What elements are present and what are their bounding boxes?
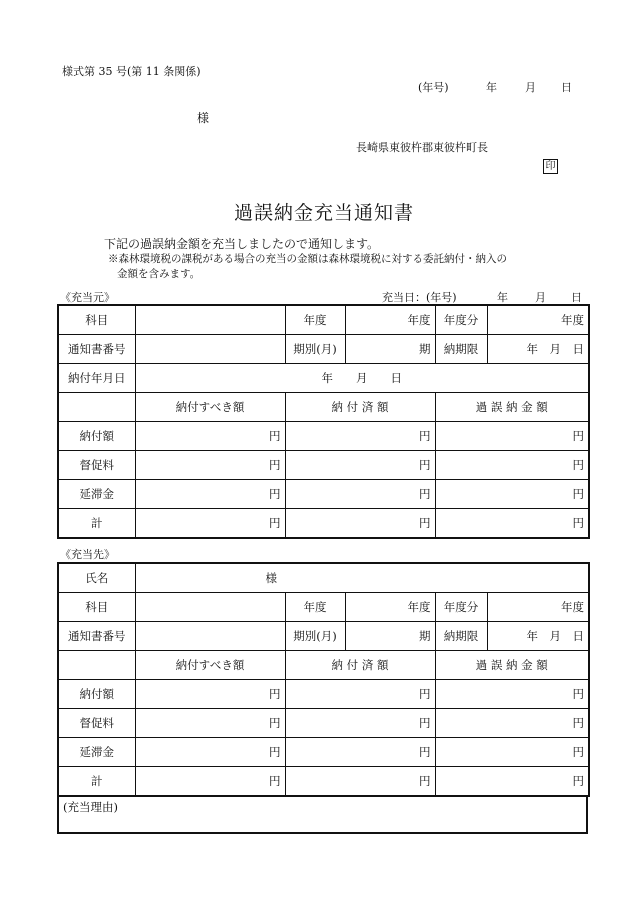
target-name-value[interactable] [135, 563, 589, 593]
target-cell-due[interactable]: 円 [135, 680, 285, 709]
source-date-year: 年 [497, 291, 508, 304]
target-due-value[interactable]: 年 月 日 [487, 622, 589, 651]
source-row-amount [58, 422, 589, 451]
target-cell-over[interactable]: 円 [435, 680, 589, 709]
reason-label: (充当理由) [63, 800, 118, 814]
target-cell-over[interactable]: 円 [435, 709, 589, 738]
source-row-delay [58, 480, 589, 509]
source-date-day: 日 [571, 291, 582, 304]
target-row-label: 計 [58, 767, 135, 797]
target-cell-over[interactable]: 円 [435, 767, 589, 797]
source-notice-label: 通知書番号 [58, 335, 135, 364]
target-row-fee [58, 709, 589, 738]
source-subject-value[interactable] [135, 305, 285, 335]
target-table [57, 562, 590, 797]
target-row-subject [58, 593, 589, 622]
date-year: 年 [486, 81, 497, 94]
target-col-over: 過 誤 納 金 額 [435, 651, 589, 680]
page-title: 過誤納金充当通知書 [234, 202, 415, 224]
source-date-month: 月 [535, 291, 546, 304]
source-period-label: 期別(月) [285, 335, 345, 364]
note-line-1: ※森林環境税の課税がある場合の充当の金額は森林環境税に対する委託納付・納入の [108, 253, 507, 265]
seal-mark: 印 [543, 159, 558, 174]
target-fiscal-year-label: 年度 [285, 593, 345, 622]
source-row-total [58, 509, 589, 539]
target-fiscal-portion-value[interactable]: 年度 [487, 593, 589, 622]
source-date-label: 充当日：(年号) [382, 291, 457, 304]
source-blank-header [58, 393, 135, 422]
target-cell-due[interactable]: 円 [135, 738, 285, 767]
source-cell-due[interactable]: 円 [135, 451, 285, 480]
target-period-value[interactable]: 期 [345, 622, 435, 651]
target-col-due: 納付すべき額 [135, 651, 285, 680]
source-cell-over[interactable]: 円 [435, 422, 589, 451]
source-period-value[interactable]: 期 [345, 335, 435, 364]
source-col-over: 過 誤 納 金 額 [435, 393, 589, 422]
source-cell-paid[interactable]: 円 [285, 480, 435, 509]
source-row-subject [58, 305, 589, 335]
target-due-label: 納期限 [435, 622, 487, 651]
target-cell-due[interactable]: 円 [135, 767, 285, 797]
target-row-delay [58, 738, 589, 767]
target-subject-value[interactable] [135, 593, 285, 622]
source-col-paid: 納 付 済 額 [285, 393, 435, 422]
source-cell-paid[interactable]: 円 [285, 509, 435, 539]
target-row-amount [58, 680, 589, 709]
source-due-value[interactable]: 年 月 日 [487, 335, 589, 364]
source-fiscal-year-label: 年度 [285, 305, 345, 335]
source-row-col-headers [58, 393, 589, 422]
target-fiscal-portion-label: 年度分 [435, 593, 487, 622]
target-cell-paid[interactable]: 円 [285, 738, 435, 767]
source-cell-paid[interactable]: 円 [285, 451, 435, 480]
source-fiscal-portion-value[interactable]: 年度 [487, 305, 589, 335]
target-row-label: 延滞金 [58, 738, 135, 767]
target-cell-over[interactable]: 円 [435, 738, 589, 767]
source-cell-paid[interactable]: 円 [285, 422, 435, 451]
target-cell-paid[interactable]: 円 [285, 680, 435, 709]
target-notice-value[interactable] [135, 622, 285, 651]
target-blank-header [58, 651, 135, 680]
date-day: 日 [561, 81, 572, 94]
form-number: 様式第 35 号(第 11 条関係) [62, 65, 201, 78]
reason-box[interactable] [57, 796, 588, 834]
source-subject-label: 科目 [58, 305, 135, 335]
source-col-due: 納付すべき額 [135, 393, 285, 422]
source-row-label: 督促料 [58, 451, 135, 480]
source-table [57, 304, 590, 539]
target-period-label: 期別(月) [285, 622, 345, 651]
source-cell-due[interactable]: 円 [135, 480, 285, 509]
addressee-suffix: 様 [197, 111, 210, 125]
target-fiscal-year-value[interactable]: 年度 [345, 593, 435, 622]
source-row-label: 納付額 [58, 422, 135, 451]
target-cell-paid[interactable]: 円 [285, 709, 435, 738]
target-cell-paid[interactable]: 円 [285, 767, 435, 797]
source-row-fee [58, 451, 589, 480]
source-fiscal-year-value[interactable]: 年度 [345, 305, 435, 335]
target-row-notice [58, 622, 589, 651]
intro-text: 下記の過誤納金額を充当しましたので通知します。 [104, 237, 380, 251]
target-row-label: 納付額 [58, 680, 135, 709]
target-row-total [58, 767, 589, 797]
source-notice-value[interactable] [135, 335, 285, 364]
source-row-label: 計 [58, 509, 135, 539]
source-paid-date-value[interactable]: 年 月 日 [135, 364, 589, 393]
source-due-label: 納期限 [435, 335, 487, 364]
source-cell-over[interactable]: 円 [435, 451, 589, 480]
target-notice-label: 通知書番号 [58, 622, 135, 651]
source-paid-date-label: 納付年月日 [58, 364, 135, 393]
note-line-2: 金額を含みます。 [117, 268, 201, 280]
target-name-label: 氏名 [58, 563, 135, 593]
source-fiscal-portion-label: 年度分 [435, 305, 487, 335]
source-heading: 《充当元》 [60, 291, 115, 304]
issuer: 長崎県東彼杵郡東彼杵町長 [356, 141, 488, 154]
date-era: (年号) [418, 81, 449, 94]
source-row-notice [58, 335, 589, 364]
target-row-name [58, 563, 589, 593]
target-row-col-headers [58, 651, 589, 680]
source-cell-due[interactable]: 円 [135, 422, 285, 451]
source-cell-due[interactable]: 円 [135, 509, 285, 539]
source-row-paid-date [58, 364, 589, 393]
source-cell-over[interactable]: 円 [435, 509, 589, 539]
target-subject-label: 科目 [58, 593, 135, 622]
date-month: 月 [525, 81, 536, 94]
source-cell-over[interactable]: 円 [435, 480, 589, 509]
target-cell-due[interactable]: 円 [135, 709, 285, 738]
target-name-suffix: 様 [265, 571, 277, 585]
target-heading: 《充当先》 [60, 548, 115, 561]
source-row-label: 延滞金 [58, 480, 135, 509]
target-col-paid: 納 付 済 額 [285, 651, 435, 680]
target-row-label: 督促料 [58, 709, 135, 738]
